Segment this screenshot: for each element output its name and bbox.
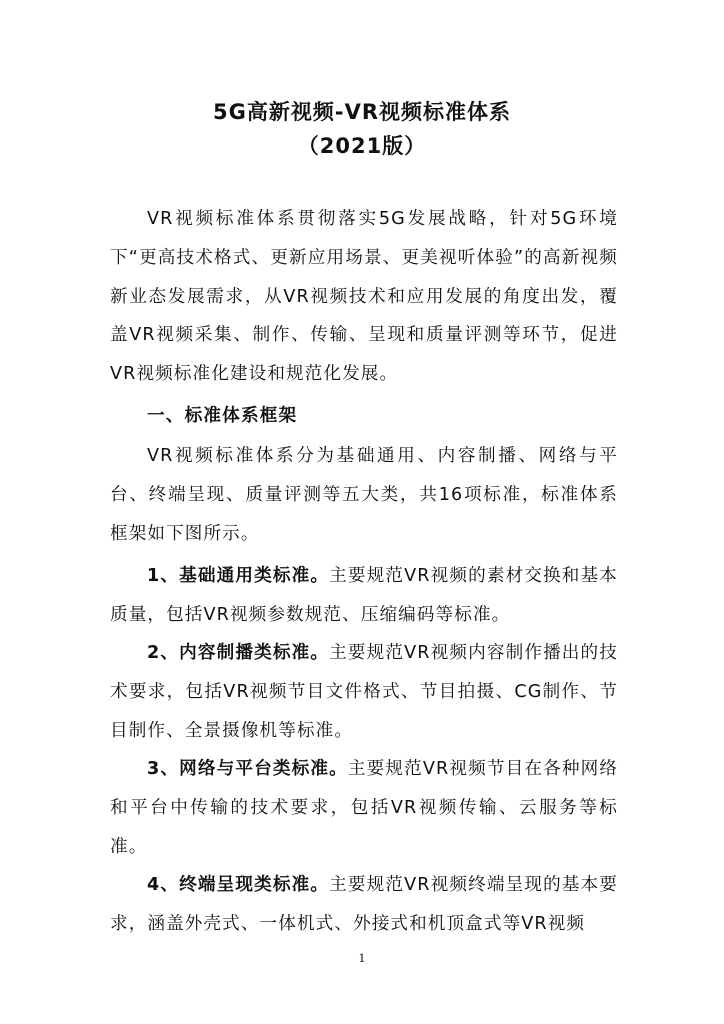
item-paragraph-basic [110, 557, 618, 635]
item-lead: 1、基础通用类标准。 [147, 566, 330, 586]
item-text: 主要规范VR视频内容制作播出的技术要求，包括VR视频节目文件格式、节目拍摄、CG制作、节目制作、全景摄像机等标准。 [110, 643, 618, 741]
item-paragraph-content [110, 634, 618, 750]
item-text: 主要规范VR视频的素材交换和基本质量，包括VR视频参数规范、压缩编码等标准。 [110, 566, 618, 625]
section-paragraph: VR视频标准体系分为基础通用、内容制播、网络与平台、终端呈现、质量评测等五大类，共16项标准，标准体系框架如下图所示。 [110, 446, 618, 544]
item-lead: 3、网络与平台类标准。 [147, 759, 348, 779]
intro-paragraph: VR视频标准体系贯彻落实5G发展战略，针对5G环境下“更高技术格式、更新应用场景、更美视听体验”的高新视频新业态发展需求，从VR视频技术和应用发展的角度出发，覆盖VR视频采集、制作、传输、呈现和质量评测等环节，促进VR视频标准化建设和规范化发展。 [110, 209, 618, 385]
document-edition: （2021版） [297, 134, 427, 158]
item-lead: 2、内容制播类标准。 [147, 643, 330, 663]
section-heading: 一、标准体系框架 [147, 406, 298, 426]
item-paragraph-network [110, 750, 618, 866]
item-text: 主要规范VR视频终端呈现的基本要求，涵盖外壳式、一体机式、外接式和机顶盒式等VR视频 [110, 875, 618, 934]
item-lead: 4、终端呈现类标准。 [147, 875, 330, 895]
document-title: 5G高新视频-VR视频标准体系 [213, 100, 511, 124]
item-paragraph-terminal [110, 866, 618, 944]
item-text: 主要规范VR视频节目在各种网络和平台中传输的技术要求，包括VR视频传输、云服务等标准。 [110, 759, 619, 857]
page-number: 1 [358, 952, 366, 965]
